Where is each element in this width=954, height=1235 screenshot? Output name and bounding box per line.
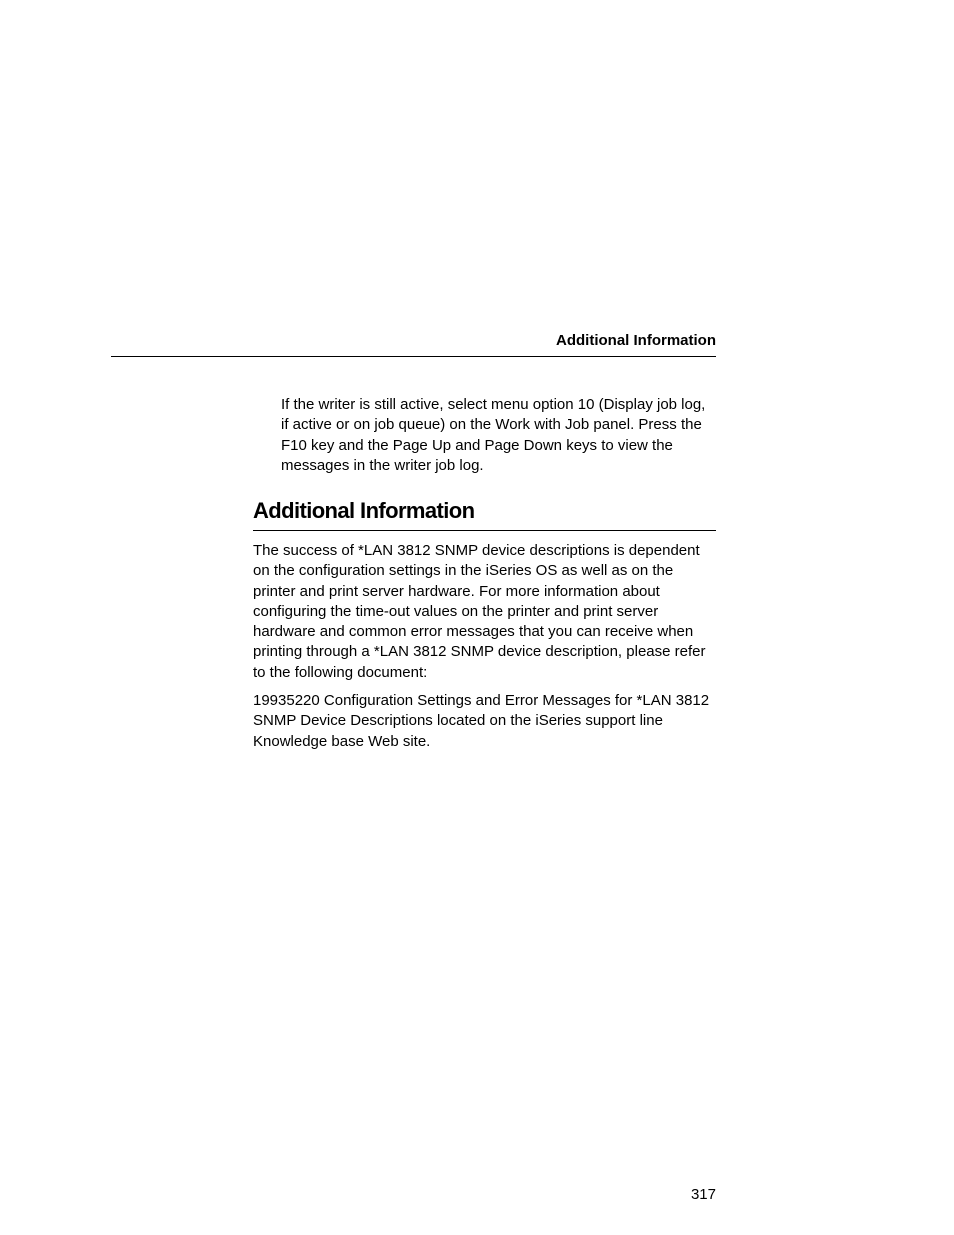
page-number: 317 bbox=[690, 1186, 716, 1203]
running-header-title: Additional Information bbox=[556, 332, 716, 349]
body-paragraph-document-reference: 19935220 Configuration Settings and Error Messages for *LAN 3812 SNMP Device Descriptions located on the iSeries support line Knowledge base Web site. bbox=[253, 692, 710, 750]
body-paragraph-success: The success of *LAN 3812 SNMP device descriptions is dependent on the configuration settings in the iSeries OS as well as on the printer and print server hardware. For more information about configuring the time-out values on the printer and print server hardware and common error messages that you can receive when printing through a *LAN 3812 SNMP device description, please refer to the following document: bbox=[253, 542, 706, 681]
running-header bbox=[111, 331, 716, 357]
intro-paragraph: If the writer is still active, select menu option 10 (Display job log, if active or on job queue) on the Work with Job panel. Press the F10 key and the Page Up and Page Down keys to view the messages in the writer job log. bbox=[281, 396, 706, 474]
section-heading bbox=[253, 497, 716, 531]
section-heading-text: Additional Information bbox=[253, 498, 475, 523]
